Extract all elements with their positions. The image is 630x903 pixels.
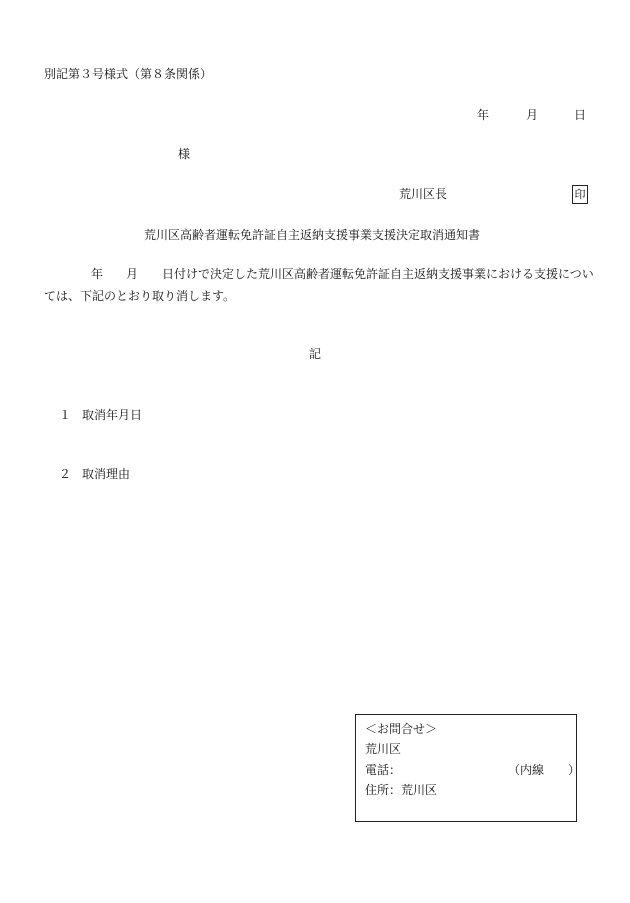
body-text-line1: 日付けで決定した荒川区高齢者運転免許証自主返納支援事業における支援につい [162,267,594,281]
seal-mark: 印 [572,185,588,204]
ki-heading: 記 [309,347,322,361]
contact-extension-label: （内線 ） [508,763,581,777]
date-day: 日 [574,108,587,122]
document-title: 荒川区高齢者運転免許証自主返納支援事業支援決定取消通知書 [144,228,481,242]
body-text-line2: ては、下記のとおり取り消します。 [44,289,236,303]
date-month: 月 [526,108,539,122]
form-label: 別記第３号様式（第８条関係） [44,67,213,81]
item-number: １ [59,408,72,422]
contact-address: 住所：荒川区 [365,783,438,797]
date-year: 年 [477,108,490,122]
sender-title: 荒川区長 [399,187,448,201]
item-label: 取消年月日 [82,408,143,422]
item-label: 取消理由 [82,467,131,481]
item-number: ２ [59,467,72,481]
recipient-honorific: 様 [178,147,191,161]
contact-box [355,714,581,822]
contact-heading: ＜お問合せ＞ [365,722,438,736]
body-month: 月 [126,267,139,281]
contact-office: 荒川区 [365,742,402,756]
contact-phone-label: 電話： [365,763,402,777]
body-year: 年 [91,267,104,281]
